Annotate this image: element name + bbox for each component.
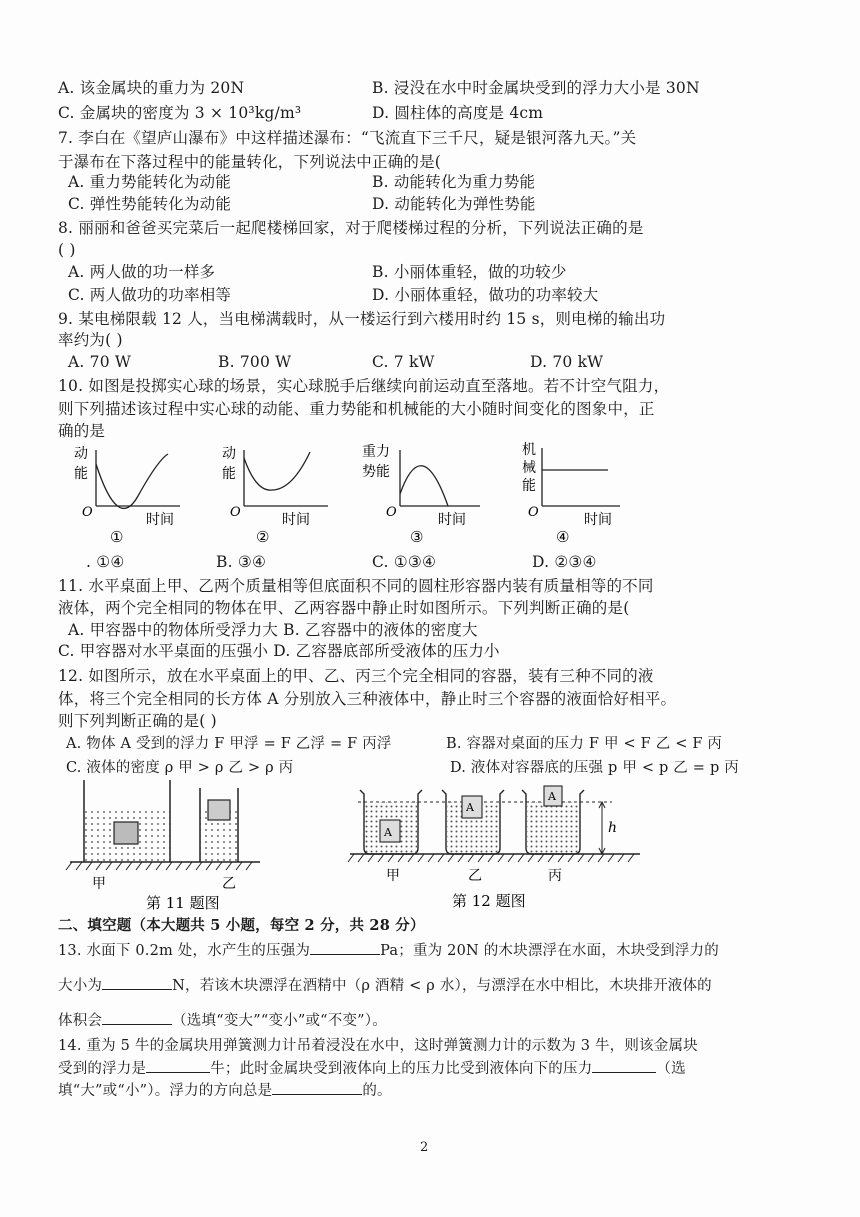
page-number: 2 <box>420 1140 429 1155</box>
q8-stem-1: 8. 丽丽和爸爸买完菜后一起爬楼梯回家，对于爬楼梯过程的分析，下列说法正确的是 <box>58 219 644 237</box>
q10-option-a: . ①④ <box>86 553 125 571</box>
graph-1-number: ① <box>110 528 124 546</box>
q10-stem-2: 则下列描述该过程中实心球的动能、重力势能和机械能的大小随时间变化的图象中，正 <box>58 400 655 418</box>
q10-stem-1: 10. 如图是投掷实心球的场景，实心球脱手后继续向前运动直至落地。若不计空气阻力， <box>58 377 670 395</box>
graph-4-origin: O <box>528 505 539 520</box>
graph-1-ylabel-1: 动 <box>74 446 88 462</box>
q10-stem-3: 确的是 <box>58 422 106 440</box>
q11-stem-2: 液体，两个完全相同的物体在甲、乙两容器中静止时如图所示。下列判断正确的是( <box>58 599 630 617</box>
fig11-label-jia: 甲 <box>92 876 106 892</box>
q11-options-ab: A. 甲容器中的物体所受浮力大 B. 乙容器中的液体的密度大 <box>68 621 478 639</box>
q9-option-d: D. 70 kW <box>530 353 604 371</box>
q14-text-2b: 牛；此时金属块受到液体向上的压力比受到液体向下的压力 <box>210 1061 593 1077</box>
q12-option-a: A. 物体 A 受到的浮力 F 甲浮 = F 乙浮 = F 丙浮 <box>66 736 392 752</box>
graph-1-ylabel-2: 能 <box>74 466 88 482</box>
q10-graph-3 <box>362 443 480 546</box>
q14-blank-3[interactable] <box>272 1080 362 1095</box>
q14-line-2 <box>58 1058 686 1079</box>
fig12-caption: 第 12 题图 <box>452 892 526 910</box>
q10-graphs <box>60 440 680 550</box>
graph-4-ylabel-2: 械 <box>522 460 536 476</box>
graph-3-origin: O <box>386 505 397 520</box>
q9-option-c: C. 7 kW <box>372 353 435 371</box>
q8-stem-2: ( ) <box>58 241 76 259</box>
q8-option-b: B. 小丽体重轻，做的功较少 <box>372 263 567 281</box>
fig11-caption: 第 11 题图 <box>146 894 220 912</box>
q7-option-b: B. 动能转化为重力势能 <box>372 173 536 191</box>
q10-graph-4 <box>522 441 620 546</box>
q6-option-a: A. 该金属块的重力为 20N <box>58 79 245 97</box>
q13-line-3 <box>58 1010 387 1031</box>
graph-3-ylabel-1: 重力 <box>362 444 390 460</box>
q9-option-a: A. 70 W <box>68 353 132 371</box>
graph-2-ylabel-2: 能 <box>222 466 236 482</box>
q7-option-a: A. 重力势能转化为动能 <box>68 173 231 191</box>
q14-blank-2[interactable] <box>592 1058 656 1073</box>
q7-option-c: C. 弹性势能转化为动能 <box>68 195 232 213</box>
q11-q12-figures <box>60 780 660 920</box>
q13-text-1a: 13. 水面下 0.2m 处，水产生的压强为 <box>58 943 311 959</box>
fig12-label-bing: 丙 <box>548 868 562 884</box>
q13-text-3a: 体积会 <box>58 1013 103 1029</box>
fig12-label-yi: 乙 <box>468 868 482 884</box>
fig12-beaker-yi <box>442 790 504 854</box>
fig11-container-yi <box>200 788 238 862</box>
q14-text-2c: （选 <box>656 1061 686 1077</box>
q13-blank-3[interactable] <box>102 1010 172 1025</box>
fig12-block-jia: A <box>384 826 392 839</box>
q9-stem-1: 9. 某电梯限载 12 人，当电梯满载时，从一楼运行到六楼用时约 15 s，则电梯的输出功 <box>58 310 666 328</box>
q9-stem-2: 率约为( ) <box>58 331 123 349</box>
q8-option-c: C. 两人做功的功率相等 <box>68 286 232 304</box>
q13-line-2 <box>58 975 712 996</box>
q10-option-d: D. ②③④ <box>532 553 597 571</box>
graph-3-ylabel-2: 势能 <box>362 464 390 480</box>
q10-graph-2 <box>222 445 328 546</box>
fig12-label-jia: 甲 <box>386 868 400 884</box>
graph-4-number: ④ <box>556 528 570 546</box>
q6-option-d: D. 圆柱体的高度是 4cm <box>372 104 544 122</box>
graph-3-xlabel: 时间 <box>438 512 466 528</box>
q12-option-b: B. 容器对桌面的压力 F 甲 < F 乙 < F 丙 <box>446 736 723 752</box>
graph-3-number: ③ <box>410 528 424 546</box>
graph-1-origin: O <box>82 505 93 520</box>
q12-stem-1: 12. 如图所示，放在水平桌面上的甲、乙、丙三个完全相同的容器，装有三种不同的液 <box>58 667 654 685</box>
q11-options-cd: C. 甲容器对水平桌面的压强小 D. 乙容器底部所受液体的压力小 <box>58 642 500 660</box>
fig12-beaker-jia <box>360 790 422 854</box>
q12-stem-2: 体，将三个完全相同的长方体 A 分别放入三种液体中，静止时三个容器的液面恰好相平。 <box>58 690 677 708</box>
q13-text-2a: 大小为 <box>58 978 103 994</box>
fig12-h-label: h <box>608 820 618 836</box>
graph-4-ylabel-3: 能 <box>522 478 536 494</box>
q14-text-3b: 的。 <box>362 1083 392 1099</box>
graph-1-xlabel: 时间 <box>146 512 174 528</box>
q13-blank-2[interactable] <box>102 975 172 990</box>
q8-option-d: D. 小丽体重轻，做功的功率较大 <box>372 286 599 304</box>
q8-option-a: A. 两人做的功一样多 <box>68 263 216 281</box>
q10-option-c: C. ①③④ <box>372 553 437 571</box>
q13-text-2b: N，若该木块漂浮在酒精中（ρ 酒精 < ρ 水），与漂浮在水中相比，木块排开液体的 <box>172 978 712 994</box>
q13-text-1b: Pa；重为 20N 的木块漂浮在水面，木块受到浮力的 <box>380 943 719 959</box>
q13-text-3b: （选填“变大”“变小”或“不变”）。 <box>172 1013 387 1029</box>
graph-4-ylabel-1: 机 <box>522 442 536 458</box>
q7-option-d: D. 动能转化为弹性势能 <box>372 195 536 213</box>
fig12-beaker-bing <box>522 786 584 854</box>
graph-4-xlabel: 时间 <box>584 512 612 528</box>
q7-stem-2: 于瀑布在下落过程中的能量转化，下列说法中正确的是( <box>58 153 442 171</box>
section-2-heading: 二、填空题（本大题共 5 小题，每空 2 分，共 28 分） <box>58 917 425 934</box>
q12-option-d: D. 液体对容器底的压强 p 甲 < p 乙 = p 丙 <box>450 760 739 776</box>
q14-line-3 <box>58 1080 392 1101</box>
fig12-block-yi: A <box>466 801 474 814</box>
q10-option-b: B. ③④ <box>216 553 267 571</box>
q12-stem-3: 则下列判断正确的是( ) <box>58 712 217 730</box>
q9-option-b: B. 700 W <box>218 353 292 371</box>
q10-graph-1 <box>74 445 180 546</box>
q11-stem-1: 11. 水平桌面上甲、乙两个质量相等但底面积不同的圆柱形容器内装有质量相等的不同 <box>58 577 654 595</box>
q6-option-c: C. 金属块的密度为 3 × 10³kg/m³ <box>58 104 302 122</box>
graph-2-ylabel-1: 动 <box>222 446 236 462</box>
q14-text-3a: 填“大”或“小”）。浮力的方向总是 <box>58 1083 273 1099</box>
graph-2-xlabel: 时间 <box>282 512 310 528</box>
q14-blank-1[interactable] <box>146 1058 210 1073</box>
graph-2-number: ② <box>256 528 270 546</box>
q13-blank-1[interactable] <box>310 940 380 955</box>
fig11-container-jia <box>84 780 170 862</box>
graph-2-origin: O <box>230 505 241 520</box>
q7-stem-1: 7. 李白在《望庐山瀑布》中这样描述瀑布：“飞流直下三千尺，疑是银河落九天。”关 <box>58 129 637 147</box>
q13-line-1 <box>58 940 719 961</box>
q6-option-b: B. 浸没在水中时金属块受到的浮力大小是 30N <box>372 79 700 97</box>
q14-text-2a: 受到的浮力是 <box>58 1061 147 1077</box>
q14-line-1: 14. 重为 5 牛的金属块用弹簧测力计吊着浸没在水中，这时弹簧测力计的示数为 3 牛，则该金属块 <box>58 1038 698 1054</box>
fig11-label-yi: 乙 <box>222 876 236 892</box>
q12-option-c: C. 液体的密度 ρ 甲 > ρ 乙 > ρ 丙 <box>66 760 294 776</box>
fig12-block-bing: A <box>548 790 556 803</box>
